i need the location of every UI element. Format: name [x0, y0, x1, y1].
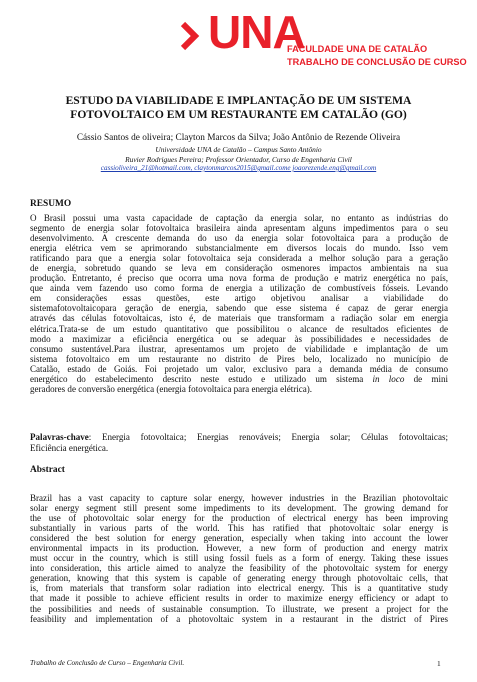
text-line: considered the best solution for energy generation, especially when taking into account the lower	[30, 533, 448, 544]
text-line: energia elétrica vem se aprimorando substancialmente em diversos locais do mundo. Isso vem	[30, 243, 448, 254]
page-footer: Trabalho de Conclusão de Curso – Engenharia Civil.	[30, 659, 185, 667]
abstract-body	[30, 493, 448, 624]
text-line: environmental impacts in its production. However, a new form of production and energy matrix	[30, 543, 448, 554]
text-line: is, from materials that transform solar radiation into electrical energy. This is a quantitative study	[30, 583, 448, 594]
text-line: de energia, sobretudo quando se leva em consideração osmenores impactos ambientais na sua	[30, 263, 448, 274]
text-line: segmento de energia solar fotovoltaica brasileira ainda apresentam alguns impedimentos para o seu	[30, 223, 448, 234]
text-line: sistemafotovoltaicopara geração de energia, sabendo que esse sistema é capaz de gerar energia	[30, 303, 448, 314]
text-line: O Brasil possui uma vasta capacidade de captação da energia solar, no entanto as indústrias do	[30, 213, 448, 223]
text-line: sistema fotovoltaico em um restaurante no distrito de Pires belo, localizado no município de	[30, 353, 448, 364]
text-line: generation, knowing that this system is capable of generating energy through photovoltaic cells, that	[30, 573, 448, 584]
text-line: solar energy segment still present some impediments to its development. The growing demand for	[30, 503, 448, 514]
text-line: Brazil has a vast capacity to capture solar energy, however industries in the Brazilian photovoltaic	[30, 493, 448, 503]
title-line: FOTOVOLTAICO EM UM RESTAURANTE EM CATALÃO (GO)	[70, 108, 407, 121]
text-line: através das células fotovoltaicas, isto é, de materiais que transformam a radiação solar em energia	[30, 313, 448, 324]
text-line: must occur in the country, which is still using fossil fuels as a form of energy. Taking these issues	[30, 553, 448, 564]
text-line: geradores de conversão energética (energia fotovoltaica para energia elétrica).	[30, 383, 313, 394]
text-line: em considerações essas questões, este artigo objetivou analisar a viabilidade do	[30, 293, 448, 304]
una-chevron-icon	[180, 21, 210, 51]
text-line: that made it possible to achieve efficient results in order to maximize energy efficiency or adapt to	[30, 593, 448, 604]
page-number: 1	[437, 659, 441, 668]
advisor-affiliation: Ruvier Rodrigues Pereira; Professor Orientador, Curso de Engenharia Civil	[125, 155, 352, 164]
una-logo: UNA	[208, 6, 305, 58]
text-line: que ainda vem fazendo uso como forma de energia a utilização de combustíveis fósseis. Levando	[30, 283, 448, 294]
text-line: ratificando para que a energia solar fotovoltaica seja considerada a melhor solução para a geração	[30, 253, 448, 264]
paper-title	[40, 94, 437, 122]
text-line: modo a maximizar a eficiência energética ou se adequar às possibilidades e necessidades de	[30, 333, 448, 344]
abstract-heading: Abstract	[30, 465, 65, 475]
keywords-text: : Energia fotovoltaica; Energias renováveis; Energia solar; Células fotovoltaicas;	[88, 432, 448, 442]
resumo-body	[30, 213, 448, 394]
text-line: elétrica.Trata-se de um estudo quantitativo que possibilitou o alcance de resultados eficientes de	[30, 323, 448, 334]
header-course-work: TRABALHO DE CONCLUSÃO DE CURSO	[287, 57, 467, 67]
text-line: into consideration, this article aimed to analyze the feasibility of the photovoltaic system for energy	[30, 563, 448, 574]
keywords-label: Palavras-chave	[30, 432, 89, 442]
text-line: the use of photovoltaic solar energy for the production of electrical energy has been improving	[30, 513, 448, 524]
text-line: the possibilities and needs of sustainable consumption. To illustrate, we present a project for the	[30, 603, 448, 614]
text-line: Catalão, estado de Goiás. Foi projetado um valor, exclusivo para a demanda média de consumo	[30, 363, 448, 374]
text-line: consumo sustentável.Para ilustrar, apresentamos um projeto de viabilidade e implantação de um	[30, 343, 448, 354]
text-line: energético do estabelecimento descrito neste estudo e utilizado um sistema in loco de mini	[30, 373, 448, 384]
header-institution: FACULDADE UNA DE CATALÃO	[287, 44, 428, 54]
keywords-text: Eficiência energética.	[30, 442, 109, 453]
text-line: desenvolvimento. A crescente demanda do uso da energia solar fotovoltaica para a produção de	[30, 233, 448, 244]
resumo-heading: RESUMO	[30, 199, 72, 209]
text-line: substantially in various parts of the world. This has ratified that photovoltaic solar energy is	[30, 523, 448, 534]
text-line: produção. Entretanto, é preciso que ocorra uma nova forma de produção e matriz energética no país,	[30, 273, 448, 284]
affiliation: Universidade UNA de Catalão – Campus Santo Antônio	[155, 145, 322, 154]
keywords	[30, 432, 448, 453]
title-line: ESTUDO DA VIABILIDADE E IMPLANTAÇÃO DE UM SISTEMA	[65, 94, 412, 107]
author-emails[interactable]: cassioliveira_21@hotmail.com, claytonmarcos2015@gmail.come joaorezende.eng@gmail.com	[100, 164, 377, 172]
text-line: feasibility and implementation of a photovoltaic system in a restaurant in the district of Pires	[30, 613, 448, 624]
authors: Cássio Santos de oliveira; Clayton Marcos da Silva; João Antônio de Rezende Oliveira	[76, 133, 401, 143]
